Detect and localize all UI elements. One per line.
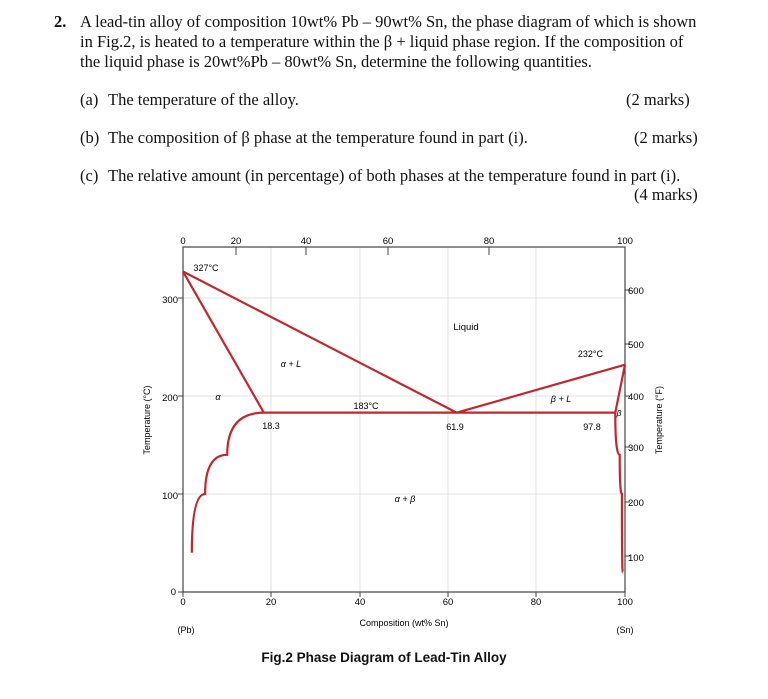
right-tick-200: 200 [628,498,644,509]
annot-232c: 232°C [577,349,603,359]
sn-label: (Sn) [616,625,634,635]
curve-solidus-beta [615,365,625,413]
part-a-text: The temperature of the alloy. [108,90,299,109]
part-c-text: The relative amount (in percentage) of both phases at the temperature found in part (i). [108,166,681,185]
annot-327c: 327°C [193,263,219,273]
label-beta: β [616,408,622,418]
right-tick-600: 600 [628,286,644,297]
phase-curves [183,272,625,573]
top-tick-20: 20 [230,236,242,247]
bottom-tick-100: 100 [617,597,633,608]
part-c-label: (c) [80,166,99,185]
label-beta-liquid: β + L [550,394,572,404]
label-liquid: Liquid [453,322,479,333]
bottom-tick-20: 20 [265,597,277,608]
annot-183c: 183°C [353,401,379,411]
question-line-3: the liquid phase is 20wt%Pb – 80wt% Sn, determine the following quantities. [80,52,592,71]
part-b-marks: (2 marks) [634,128,698,147]
curve-solvus-beta [615,413,623,573]
part-b-text: The composition of β phase at the temperature found in part (i). [108,128,528,147]
annot-61-9: 61.9 [446,422,464,432]
figure-caption: Fig.2 Phase Diagram of Lead-Tin Alloy [261,650,507,665]
part-b-label: (b) [80,128,100,147]
left-tick-200: 200 [162,393,178,404]
label-alpha: α [215,392,221,402]
part-a-marks: (2 marks) [626,90,690,109]
pb-label: (Pb) [177,625,195,635]
top-tick-100: 100 [617,236,633,247]
y-axis-title-celsius: Temperature (°C) [142,385,152,455]
annot-97-8: 97.8 [583,422,601,432]
question-number: 2. [54,12,67,31]
chart-grid [183,247,625,592]
right-tick-300: 300 [628,443,644,454]
right-tick-100: 100 [628,553,644,564]
top-tick-40: 40 [300,236,312,247]
bottom-tick-60: 60 [442,597,454,608]
y-axis-title-fahrenheit: Temperature (°F) [654,385,664,455]
top-tick-60: 60 [382,236,394,247]
right-tick-400: 400 [628,392,644,403]
part-a-label: (a) [80,90,99,109]
question-line-2: in Fig.2, is heated to a temperature within the β + liquid phase region. If the composition of [80,32,684,51]
annot-18-3: 18.3 [262,421,280,431]
top-tick-80: 80 [483,236,495,247]
x-axis-title: Composition (wt% Sn) [359,618,449,628]
part-c-marks: (4 marks) [634,185,698,204]
bottom-tick-0: 0 [180,597,186,608]
right-tick-500: 500 [628,340,644,351]
bottom-tick-40: 40 [354,597,366,608]
left-tick-0: 0 [170,587,176,598]
label-alpha-beta: α + β [394,494,416,504]
question-line-1: A lead-tin alloy of composition 10wt% Pb – 90wt% Sn, the phase diagram of which is shown [80,12,697,31]
curve-solvus-alpha [192,413,264,553]
left-tick-300: 300 [162,295,178,306]
bottom-tick-80: 80 [530,597,542,608]
axis-ticks [178,247,630,597]
left-tick-100: 100 [162,491,178,502]
plot-frame [183,247,625,592]
label-alpha-liquid: α + L [280,359,302,369]
top-tick-0: 0 [180,236,186,247]
curve-liquidus-right [457,365,625,413]
